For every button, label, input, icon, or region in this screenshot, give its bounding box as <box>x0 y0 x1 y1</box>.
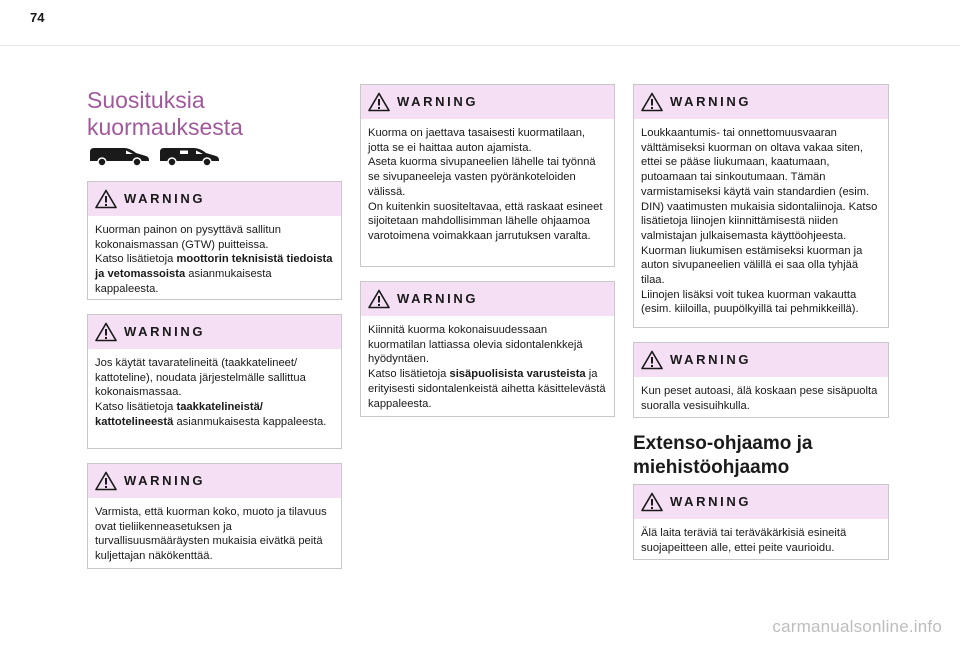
warning-text <box>634 119 888 323</box>
warning-text <box>634 377 888 419</box>
watermark: carmanualsonline.info <box>772 617 942 636</box>
warning-text <box>361 316 614 417</box>
warning-paragraph: Loukkaantumis- tai onnettomuusvaaran välttämiseksi kuorman on oltava vakaa siten, ettei se pääse liukumaan, kaatumaan, putoamaan tai sinkoutumaan. Tämän varmistamiseksi käytä vain standardien (esim. DIN) vaatimusten mukaisia sidontaliinoja. Katso lisätietoja liinojen kiinnittämisestä niiden valmistajan julkaisemasta käyttöohjeesta. Kuorman liukumisen estämiseksi kuorman ja auton sivupaneelien välillä ei saa olla tyhjää tilaa. <box>641 127 878 287</box>
warning-text <box>88 349 341 436</box>
warning-header <box>634 85 888 119</box>
warning-label: WARNING <box>397 94 479 109</box>
warning-header <box>634 343 888 377</box>
section-title-loading <box>87 87 243 141</box>
warning-paragraph: Varmista, että kuorman koko, muoto ja tilavuus ovat tieliikenneasetuksen ja turvallisuusmääräysten mukaisia eivätkä peitä kuljettajan näkökenttää. <box>95 506 327 563</box>
warning-box <box>360 84 615 267</box>
warning-triangle-icon <box>95 322 117 342</box>
warning-paragraph: Katso lisätietoja <box>368 368 450 381</box>
warning-label: WARNING <box>124 191 206 206</box>
warning-box <box>633 484 889 560</box>
warning-paragraph: On kuitenkin suositeltavaa, että raskaat esineet sijoitetaan mahdollisimman lähelle ohjaamoa varotoimena voimakkaan jarrutuksen varalta. <box>368 200 603 242</box>
warning-paragraph: ja erityisesti sidontalenkeistä aihetta käsittelevästä kappaleesta. <box>368 368 606 410</box>
warning-header <box>88 182 341 216</box>
warning-header <box>88 464 341 498</box>
warning-box <box>633 84 889 328</box>
top-rule <box>0 45 960 46</box>
warning-label: WARNING <box>124 324 206 339</box>
warning-label: WARNING <box>124 473 206 488</box>
warning-paragraph: asianmukaisesta kappaleesta. <box>95 268 272 295</box>
warning-triangle-icon <box>641 492 663 512</box>
warning-triangle-icon <box>95 189 117 209</box>
warning-header <box>361 85 614 119</box>
warning-triangle-icon <box>368 289 390 309</box>
warning-header <box>361 282 614 316</box>
warning-box <box>87 463 342 569</box>
cross-reference: moottorin teknisistä tiedoista ja vetomassoista <box>95 253 333 281</box>
warning-text <box>88 216 341 303</box>
warning-paragraph: Aseta kuorma sivupaneelien lähelle tai työnnä se sivupaneeleja vasten pyöränkoteloiden välissä. <box>368 156 596 198</box>
warning-box <box>633 342 889 418</box>
cross-reference: sisäpuolisista varusteista <box>449 368 586 381</box>
warning-box <box>87 181 342 300</box>
warning-triangle-icon <box>641 350 663 370</box>
van-icon <box>158 143 220 167</box>
warning-paragraph: Kuorma on jaettava tasaisesti kuormatilaan, jotta se ei haittaa auton ajamista. <box>368 127 586 154</box>
section-title-line: Suosituksia <box>87 87 205 113</box>
warning-label: WARNING <box>670 94 752 109</box>
section-title-line: miehistöohjaamo <box>633 457 790 478</box>
warning-label: WARNING <box>397 291 479 306</box>
warning-paragraph: Katso lisätietoja <box>95 253 177 266</box>
warning-paragraph: Älä laita teräviä tai teräväkärkisiä esineitä suojapeitteen alle, ettei peite vaurioidu. <box>641 527 847 554</box>
van-icon <box>88 143 150 167</box>
warning-triangle-icon <box>368 92 390 112</box>
warning-text <box>88 498 341 570</box>
warning-paragraph: Kuorman painon on pysyttävä sallitun kokonaismassan (GTW) puitteissa. <box>95 224 281 251</box>
section-title-cabins <box>633 432 813 480</box>
warning-text <box>634 519 888 561</box>
warning-triangle-icon <box>641 92 663 112</box>
warning-header <box>88 315 341 349</box>
warning-paragraph: asianmukaisesta kappaleesta. <box>173 415 327 428</box>
warning-paragraph: Jos käytät tavaratelineitä (taakkatelineet/ kattoteline), noudata järjestelmälle sallittua kokonaismassaa. <box>95 357 306 399</box>
vehicle-icons <box>88 143 228 167</box>
warning-box <box>360 281 615 417</box>
warning-paragraph: Kun peset autoasi, älä koskaan pese sisäpuolta suoralla vesisuihkulla. <box>641 385 878 412</box>
warning-paragraph: Liinojen lisäksi voit tukea kuorman vakautta (esim. kiiloilla, puupölkyillä tai pehmikkeillä). <box>641 288 859 316</box>
warning-paragraph: Katso lisätietoja <box>95 401 177 414</box>
page-number: 74 <box>30 10 45 25</box>
warning-label: WARNING <box>670 352 752 367</box>
warning-box <box>87 314 342 449</box>
warning-triangle-icon <box>95 471 117 491</box>
cross-reference: taakkatelineistä/ kattotelineestä <box>95 401 263 428</box>
section-title-line: kuormauksesta <box>87 114 243 140</box>
section-title-line: Extenso-ohjaamo ja <box>633 433 813 454</box>
warning-header <box>634 485 888 519</box>
warning-label: WARNING <box>670 494 752 509</box>
warning-paragraph: Kiinnitä kuorma kokonaisuudessaan kuormatilan lattiassa olevia sidontalenkkejä hyödyntäen. <box>368 324 583 366</box>
warning-text <box>361 119 614 250</box>
